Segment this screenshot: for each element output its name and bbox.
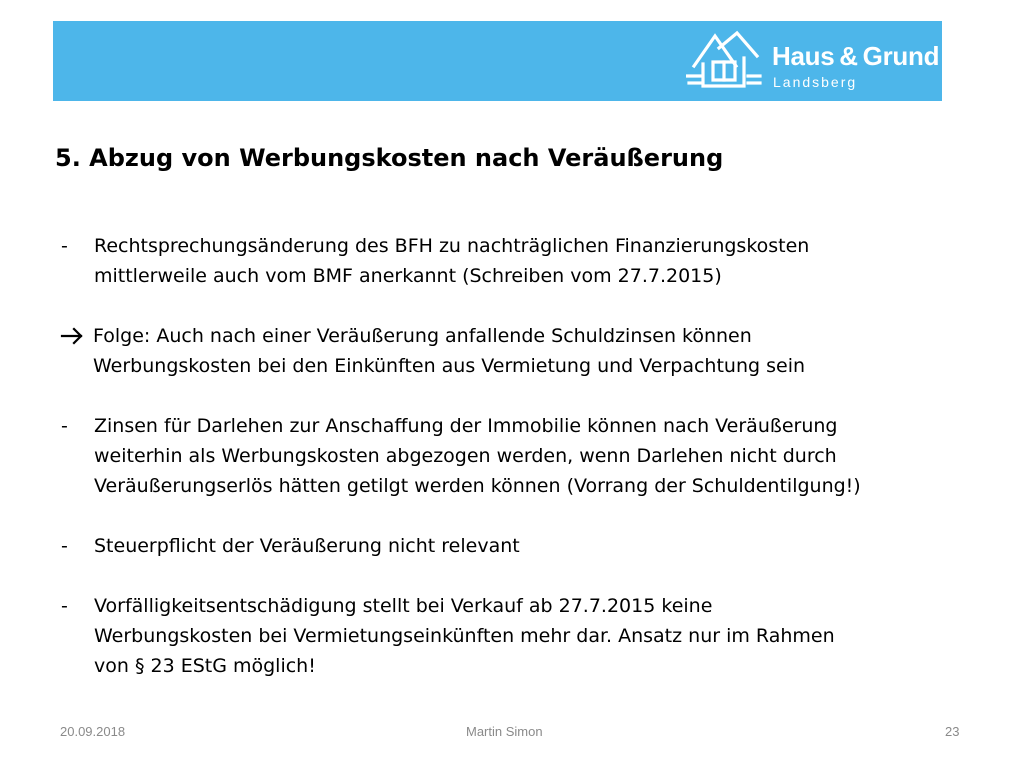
list-item-text: [93, 321, 960, 381]
logo-registered-mark: ®: [955, 40, 963, 49]
page-number: 23: [945, 724, 960, 739]
text-line: Steuerpflicht der Veräußerung nicht relevant: [94, 535, 520, 557]
text-line: Werbungskosten bei den Einkünften aus Vermietung und Verpachtung sein: [93, 355, 806, 377]
text-line: Folge: Auch nach einer Veräußerung anfallende Schuldzinsen können: [93, 325, 752, 347]
text-line: mittlerweile auch vom BMF anerkannt (Schreiben vom 27.7.2015): [94, 265, 722, 287]
list-item-text: [94, 411, 960, 501]
logo-subtitle: Landsberg: [773, 74, 858, 90]
list-item: [60, 231, 960, 291]
list-item: [60, 411, 960, 501]
list-item: [60, 321, 960, 381]
logo-title: Haus & Grund: [772, 41, 940, 71]
dash-marker: -: [61, 415, 68, 437]
dash-marker: -: [61, 235, 68, 257]
text-line: von § 23 EStG möglich!: [94, 655, 316, 677]
arrow-right-icon: [60, 321, 93, 381]
bullet-list: [60, 231, 960, 681]
header-banner: [53, 21, 963, 101]
footer-author: Martin Simon: [466, 724, 543, 739]
footer-date: 20.09.2018: [60, 724, 126, 739]
house-logo-icon: [686, 28, 770, 94]
list-item: [60, 531, 960, 561]
slide-title: 5. Abzug von Werbungskosten nach Veräußerung: [55, 144, 724, 172]
list-item-text: [94, 531, 960, 561]
text-line: Rechtsprechungsänderung des BFH zu nachträglichen Finanzierungskosten: [94, 235, 810, 257]
dash-marker: -: [61, 595, 68, 617]
list-item: [60, 591, 960, 681]
text-line: Veräußerungserlös hätten getilgt werden können (Vorrang der Schuldentilgung!): [94, 475, 861, 497]
text-line: Zinsen für Darlehen zur Anschaffung der Immobilie können nach Veräußerung: [94, 415, 838, 437]
dash-marker: -: [61, 535, 68, 557]
list-item-text: [94, 591, 960, 681]
list-item-text: [94, 231, 960, 291]
text-line: weiterhin als Werbungskosten abgezogen werden, wenn Darlehen nicht durch: [94, 445, 837, 467]
text-line: Vorfälligkeitsentschädigung stellt bei Verkauf ab 27.7.2015 keine: [94, 595, 713, 617]
text-line: Werbungskosten bei Vermietungseinkünften mehr dar. Ansatz nur im Rahmen: [94, 625, 835, 647]
haus-und-grund-logo: [686, 28, 966, 94]
